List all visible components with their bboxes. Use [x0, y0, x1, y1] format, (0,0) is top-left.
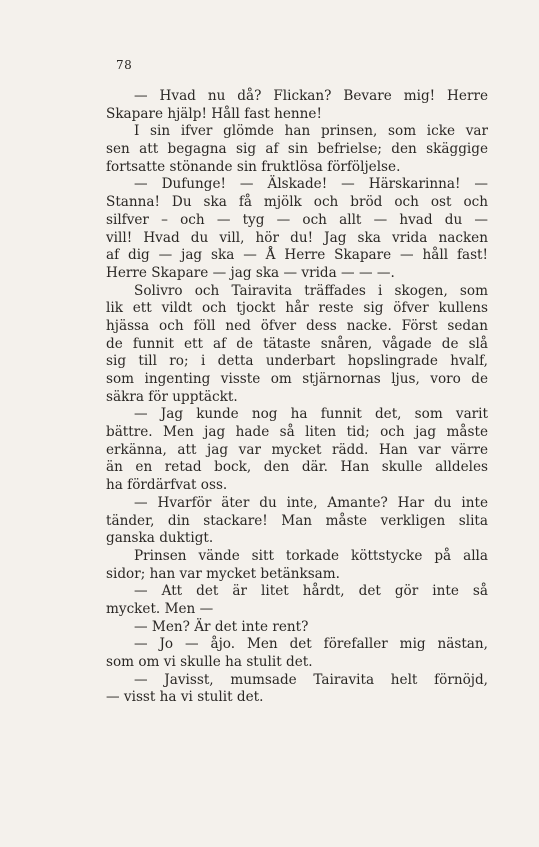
text-line: tänder, din stackare! Man måste verkligen slita: [106, 512, 488, 529]
text-line: ganska duktigt.: [106, 530, 214, 547]
text-line: — Men? Är det inte rent?: [134, 618, 309, 635]
text-line: Prinsen vände sitt torkade köttstycke på alla: [134, 547, 488, 564]
text-line: bättre. Men jag hade så liten tid; och jag måste: [106, 424, 488, 441]
text-line: säkra för upptäckt.: [106, 388, 238, 405]
text-line: — Hvad nu då? Flickan? Bevare mig! Herre: [134, 88, 488, 104]
text-line: I sin ifver glömde han prinsen, som icke var: [134, 123, 488, 140]
text-line: Skapare hjälp! Håll fast henne!: [106, 105, 322, 122]
text-line: — visst ha vi stulit det.: [106, 689, 264, 706]
text-line: — Hvarför äter du inte, Amante? Har du inte: [134, 494, 488, 511]
text-line: som om vi skulle ha stulit det.: [106, 654, 313, 670]
text-line: vill! Hvad du vill, hör du! Jag ska vrida nacken: [106, 229, 488, 246]
text-line: — Att det är litet hårdt, det gör inte så: [134, 583, 488, 600]
text-line: de funnit ett af de tätaste snåren, vågade de slå: [106, 335, 488, 352]
text-line: Solivro och Tairavita träffades i skogen, som: [134, 282, 488, 299]
text-line: hjässa och föll ned öfver dess nacke. Först sedan: [106, 317, 488, 334]
text-line: Stanna! Du ska få mjölk och bröd och ost och: [106, 194, 488, 211]
body-text: [106, 88, 488, 707]
text-line: som ingenting visste om stjärnornas ljus, voro de: [106, 371, 488, 387]
text-line: sen att begagna sig af sin befrielse; den skäggige: [106, 141, 488, 158]
text-line: sidor; han var mycket betänksam.: [106, 565, 340, 582]
page-number: 78: [116, 58, 133, 72]
text-line: erkänna, att jag var mycket rädd. Han var värre: [106, 441, 488, 458]
text-line: af dig — jag ska — Å Herre Skapare — håll fast!: [106, 247, 488, 264]
text-line: sig till ro; i detta underbart hopslingrade hvalf,: [106, 353, 488, 370]
text-line: — Dufunge! — Älskade! — Härskarinna! —: [134, 176, 488, 193]
text-line: ha fördärfvat oss.: [106, 477, 228, 494]
text-line: lik ett vildt och tjockt hår reste sig öfver kullens: [106, 300, 488, 317]
text-line: — Jag kunde nog ha funnit det, som varit: [134, 406, 488, 423]
text-line: silfver – och — tyg — och allt — hvad du —: [106, 211, 488, 228]
text-line: Herre Skapare — jag ska — vrida — — —.: [106, 264, 395, 281]
text-line: — Jo — åjo. Men det förefaller mig nästan,: [134, 636, 488, 653]
text-line: fortsatte stönande sin fruktlösa förföljelse.: [106, 158, 401, 175]
text-line: än en retad bock, den där. Han skulle alldeles: [106, 459, 488, 476]
text-line: mycket. Men —: [106, 600, 214, 617]
text-line: — Javisst, mumsade Tairavita helt förnöjd,: [134, 671, 488, 688]
